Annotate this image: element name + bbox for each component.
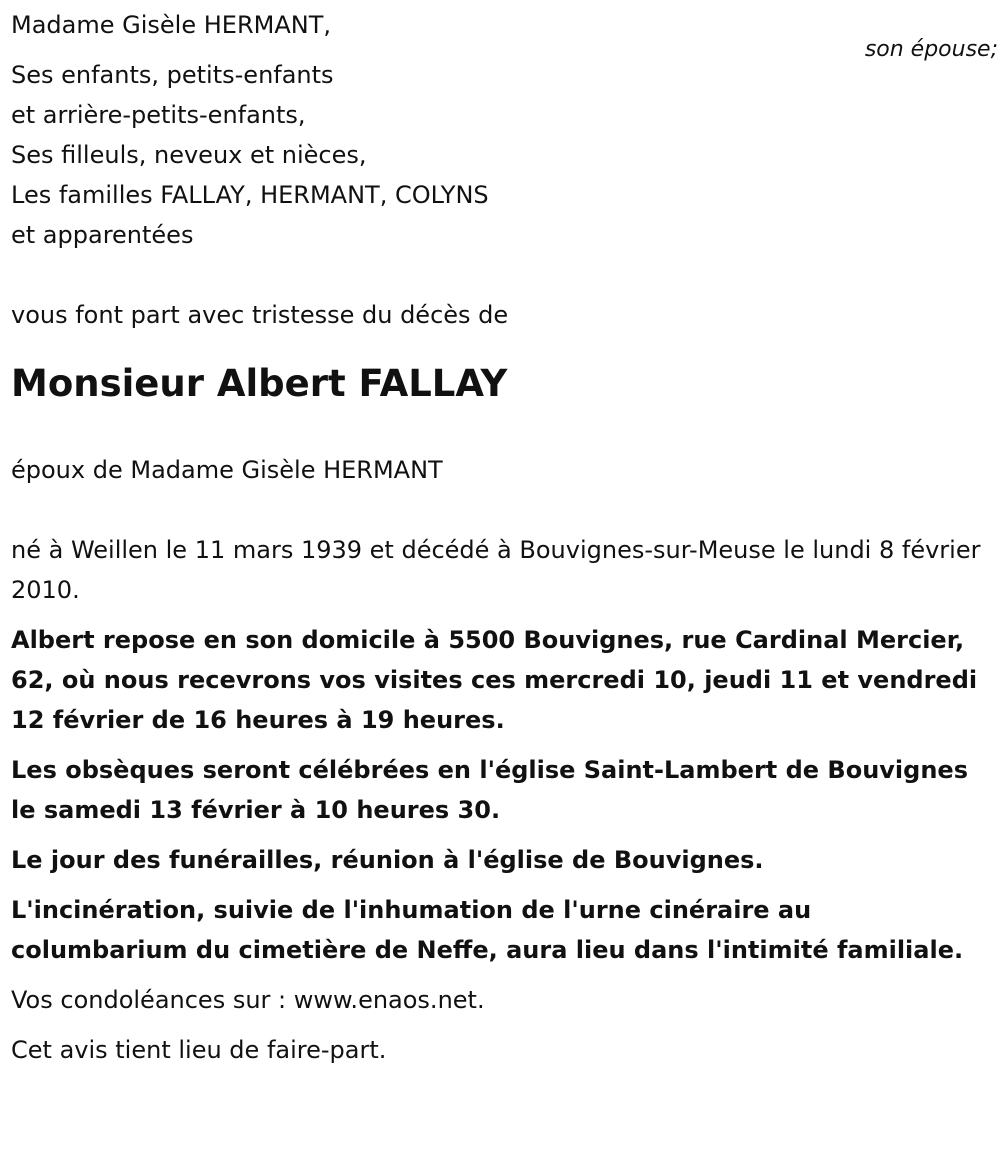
cremation-text: L'incinération, suivie de l'inhumation de l'urne cinéraire au columbarium du cimetière de Neffe, aura lieu dans l'intimité familiale. — [11, 896, 964, 964]
birth-death-text: né à Weillen le 11 mars 1939 et décédé à Bouvignes-sur-Meuse le lundi 8 février 2010. — [11, 536, 981, 604]
spouse-name: Madame Gisèle HERMANT, — [11, 11, 331, 39]
announcement-text: vous font part avec tristesse du décès de — [11, 301, 509, 329]
family-line: Les familles FALLAY, HERMANT, COLYNS — [11, 181, 489, 209]
obituary-notice — [11, 0, 991, 1070]
spouse-row — [11, 0, 991, 55]
family-line: Ses filleuls, neveux et nièces, — [11, 141, 367, 169]
spouse-of-text: époux de Madame Gisèle HERMANT — [11, 456, 443, 484]
family-line: et arrière-petits-enfants, — [11, 101, 306, 129]
family-list — [11, 55, 991, 255]
meeting-text: Le jour des funérailles, réunion à l'église de Bouvignes. — [11, 846, 764, 874]
deceased-name: Monsieur Albert FALLAY — [11, 362, 508, 405]
condolences-text: Vos condoléances sur : www.enaos.net. — [11, 986, 485, 1014]
family-line: Ses enfants, petits-enfants — [11, 61, 334, 89]
visitation-text: Albert repose en son domicile à 5500 Bouvignes, rue Cardinal Mercier, 62, où nous recevrons vos visites ces mercredi 10, jeudi 11 et vendredi 12 février de 16 heures à 19 heures. — [11, 626, 978, 734]
notice-text: Cet avis tient lieu de faire-part. — [11, 1036, 387, 1064]
funeral-text: Les obsèques seront célébrées en l'église Saint-Lambert de Bouvignes le samedi 13 février à 10 heures 30. — [11, 756, 968, 824]
family-line: et apparentées — [11, 221, 194, 249]
spouse-role: son épouse; — [864, 37, 998, 62]
